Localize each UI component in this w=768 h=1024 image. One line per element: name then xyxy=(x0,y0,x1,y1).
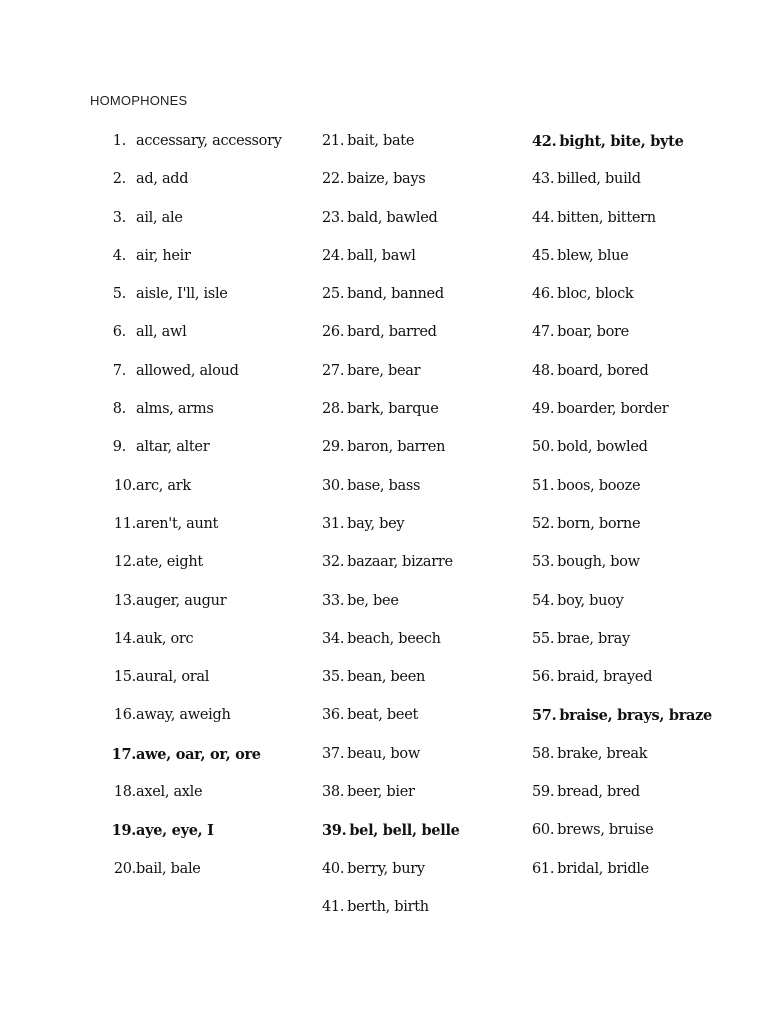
homophone-entry xyxy=(322,476,522,497)
entry-number: 23. xyxy=(322,209,345,226)
entry-words: bitten, bittern xyxy=(557,209,656,226)
homophone-entry xyxy=(322,629,522,650)
homophone-entry xyxy=(322,169,522,190)
homophone-entry xyxy=(532,361,752,382)
entry-number: 13. xyxy=(113,592,136,609)
entry-words: axel, axle xyxy=(136,784,203,801)
entry-number: 3. xyxy=(112,209,126,226)
homophone-entry xyxy=(532,782,752,803)
entry-words: ad, add xyxy=(136,171,189,188)
homophone-entry xyxy=(104,514,300,535)
entry-words: bald, bawled xyxy=(347,209,438,226)
entry-words: bazaar, bizarre xyxy=(347,554,453,571)
homophone-entry xyxy=(322,705,522,726)
homophone-entry xyxy=(104,361,300,382)
entry-number: 57. xyxy=(532,707,557,725)
homophone-entry xyxy=(532,820,752,841)
entry-number: 8. xyxy=(112,401,126,418)
entry-number: 58. xyxy=(532,745,555,762)
homophone-entry xyxy=(532,284,752,305)
homophone-entry xyxy=(532,667,752,688)
entry-number: 61. xyxy=(532,860,555,877)
entry-words: aye, eye, I xyxy=(136,822,214,840)
homophone-entry xyxy=(532,552,752,573)
homophone-entry xyxy=(104,284,300,305)
entry-number: 48. xyxy=(532,362,555,379)
entry-words: allowed, aloud xyxy=(136,362,239,379)
entry-words: boy, buoy xyxy=(557,592,624,609)
homophone-entry xyxy=(104,437,300,458)
entry-number: 15. xyxy=(113,669,136,686)
homophone-column-2 xyxy=(322,131,522,935)
homophone-entry xyxy=(322,859,522,880)
entry-number: 38. xyxy=(322,784,345,801)
homophone-entry xyxy=(532,859,752,880)
entry-words: bel, bell, belle xyxy=(349,822,460,840)
entry-words: bough, bow xyxy=(557,554,640,571)
entry-number: 28. xyxy=(322,401,345,418)
entry-number: 36. xyxy=(322,707,345,724)
entry-words: bloc, block xyxy=(557,286,634,303)
entry-number: 24. xyxy=(322,247,345,264)
homophone-entry xyxy=(322,361,522,382)
entry-number: 39. xyxy=(322,822,347,840)
entry-number: 30. xyxy=(322,477,345,494)
entry-number: 6. xyxy=(112,324,126,341)
entry-number: 42. xyxy=(532,133,557,150)
homophone-entry xyxy=(104,169,300,190)
entry-number: 22. xyxy=(322,171,345,188)
entry-number: 29. xyxy=(322,439,345,456)
homophone-entry xyxy=(532,131,752,152)
entry-words: ate, eight xyxy=(136,554,203,571)
entry-number: 50. xyxy=(532,439,555,456)
homophone-entry xyxy=(104,705,300,726)
entry-number: 44. xyxy=(532,209,555,226)
homophone-entry xyxy=(532,169,752,190)
entry-words: bridal, bridle xyxy=(557,860,649,877)
homophone-entry xyxy=(322,514,522,535)
entry-words: all, awl xyxy=(136,324,187,341)
entry-words: bight, bite, byte xyxy=(559,133,684,150)
entry-number: 41. xyxy=(322,898,345,915)
homophone-entry xyxy=(322,284,522,305)
entry-number: 46. xyxy=(532,286,555,303)
entry-words: alms, arms xyxy=(136,401,214,418)
entry-words: berth, birth xyxy=(347,898,429,915)
entry-number: 20. xyxy=(113,860,136,877)
entry-words: board, bored xyxy=(557,362,649,379)
entry-number: 9. xyxy=(112,439,126,456)
homophone-entry xyxy=(104,322,300,343)
entry-number: 45. xyxy=(532,247,555,264)
entry-words: awe, oar, or, ore xyxy=(136,745,261,763)
entry-number: 52. xyxy=(532,515,555,532)
entry-number: 53. xyxy=(532,554,555,571)
homophone-entry xyxy=(322,131,522,152)
entry-number: 60. xyxy=(532,822,555,839)
entry-words: beach, beech xyxy=(347,630,441,647)
entry-number: 56. xyxy=(532,669,555,686)
entry-words: baize, bays xyxy=(347,171,426,188)
entry-words: blew, blue xyxy=(557,247,629,264)
homophone-entry xyxy=(104,591,300,612)
homophone-entry xyxy=(532,322,752,343)
entry-number: 17. xyxy=(111,745,136,763)
entry-number: 27. xyxy=(322,362,345,379)
entry-words: bold, bowled xyxy=(557,439,648,456)
homophone-entry xyxy=(532,476,752,497)
entry-number: 7. xyxy=(112,362,126,379)
entry-number: 49. xyxy=(532,401,555,418)
entry-words: brae, bray xyxy=(557,630,630,647)
entry-number: 25. xyxy=(322,286,345,303)
homophone-entry xyxy=(532,744,752,765)
entry-number: 1. xyxy=(112,133,126,149)
entry-words: bare, bear xyxy=(347,362,421,379)
entry-number: 16. xyxy=(113,707,136,724)
entry-number: 34. xyxy=(322,630,345,647)
entry-number: 10. xyxy=(113,477,136,494)
homophone-entry xyxy=(322,591,522,612)
entry-number: 19. xyxy=(111,822,136,840)
homophone-entry xyxy=(104,476,300,497)
entry-words: boos, booze xyxy=(557,477,641,494)
entry-number: 55. xyxy=(532,630,555,647)
homophone-entry xyxy=(532,208,752,229)
entry-words: berry, bury xyxy=(347,860,425,877)
entry-words: bean, been xyxy=(347,669,426,686)
homophone-entry xyxy=(532,437,752,458)
entry-words: air, heir xyxy=(136,247,191,264)
entry-words: bail, bale xyxy=(136,860,201,877)
entry-words: base, bass xyxy=(347,477,421,494)
entry-number: 21. xyxy=(322,133,345,149)
homophone-entry xyxy=(322,322,522,343)
homophone-entry xyxy=(322,246,522,267)
entry-number: 32. xyxy=(322,554,345,571)
homophone-entry xyxy=(104,820,300,841)
entry-words: ball, bawl xyxy=(347,247,416,264)
entry-number: 51. xyxy=(532,477,555,494)
entry-number: 18. xyxy=(113,784,136,801)
homophone-entry xyxy=(322,744,522,765)
entry-number: 4. xyxy=(112,247,126,264)
homophone-entry xyxy=(322,208,522,229)
entry-words: bard, barred xyxy=(347,324,437,341)
entry-words: band, banned xyxy=(347,286,444,303)
entry-words: aural, oral xyxy=(136,669,210,686)
entry-words: braise, brays, braze xyxy=(559,707,712,725)
homophone-entry xyxy=(322,897,522,918)
entry-words: billed, build xyxy=(557,171,641,188)
entry-number: 26. xyxy=(322,324,345,341)
homophone-entry xyxy=(104,399,300,420)
homophone-entry xyxy=(322,437,522,458)
homophone-entry xyxy=(104,629,300,650)
homophone-entry xyxy=(104,246,300,267)
entry-words: beer, bier xyxy=(347,784,415,801)
entry-words: arc, ark xyxy=(136,477,191,494)
entry-number: 33. xyxy=(322,592,345,609)
entry-words: be, bee xyxy=(347,592,399,609)
homophone-entry xyxy=(322,782,522,803)
entry-words: ail, ale xyxy=(136,209,183,226)
entry-number: 2. xyxy=(112,171,126,188)
entry-words: boarder, border xyxy=(557,401,669,418)
entry-words: brews, bruise xyxy=(557,822,654,839)
entry-words: bread, bred xyxy=(557,784,640,801)
homophone-entry xyxy=(322,399,522,420)
entry-words: baron, barren xyxy=(347,439,446,456)
homophone-entry xyxy=(104,552,300,573)
entry-number: 35. xyxy=(322,669,345,686)
entry-number: 59. xyxy=(532,784,555,801)
homophone-entry xyxy=(104,859,300,880)
entry-number: 40. xyxy=(322,860,345,877)
entry-number: 14. xyxy=(113,630,136,647)
homophone-entry xyxy=(532,591,752,612)
homophone-entry xyxy=(322,820,522,841)
homophone-entry xyxy=(532,246,752,267)
entry-words: born, borne xyxy=(557,515,641,532)
homophone-entry xyxy=(104,131,300,152)
entry-words: braid, brayed xyxy=(557,669,653,686)
homophone-entry xyxy=(104,782,300,803)
homophone-column-1 xyxy=(104,131,300,897)
entry-words: boar, bore xyxy=(557,324,629,341)
homophone-entry xyxy=(532,514,752,535)
homophone-entry xyxy=(532,399,752,420)
homophone-entry xyxy=(104,744,300,765)
entry-words: altar, alter xyxy=(136,439,210,456)
homophone-entry xyxy=(322,552,522,573)
homophone-entry xyxy=(322,667,522,688)
entry-words: beat, beet xyxy=(347,707,418,724)
entry-words: brake, break xyxy=(557,745,648,762)
homophone-entry xyxy=(104,208,300,229)
entry-words: auger, augur xyxy=(136,592,227,609)
homophone-column-3 xyxy=(532,131,752,897)
entry-number: 5. xyxy=(112,286,126,303)
entry-number: 12. xyxy=(113,554,136,571)
entry-words: bark, barque xyxy=(347,401,439,418)
entry-words: aren't, aunt xyxy=(136,515,219,532)
entry-words: aisle, I'll, isle xyxy=(136,286,228,303)
entry-number: 37. xyxy=(322,745,345,762)
entry-words: accessary, accessory xyxy=(136,133,282,149)
page-title: HOMOPHONES xyxy=(90,93,188,108)
entry-number: 31. xyxy=(322,515,345,532)
entry-words: away, aweigh xyxy=(136,707,231,724)
entry-words: auk, orc xyxy=(136,630,194,647)
entry-number: 47. xyxy=(532,324,555,341)
homophone-entry xyxy=(532,705,752,726)
entry-number: 43. xyxy=(532,171,555,188)
entry-words: bait, bate xyxy=(347,133,415,149)
entry-words: bay, bey xyxy=(347,515,405,532)
entry-words: beau, bow xyxy=(347,745,420,762)
homophone-entry xyxy=(104,667,300,688)
entry-number: 11. xyxy=(113,515,136,532)
entry-number: 54. xyxy=(532,592,555,609)
homophone-entry xyxy=(532,629,752,650)
